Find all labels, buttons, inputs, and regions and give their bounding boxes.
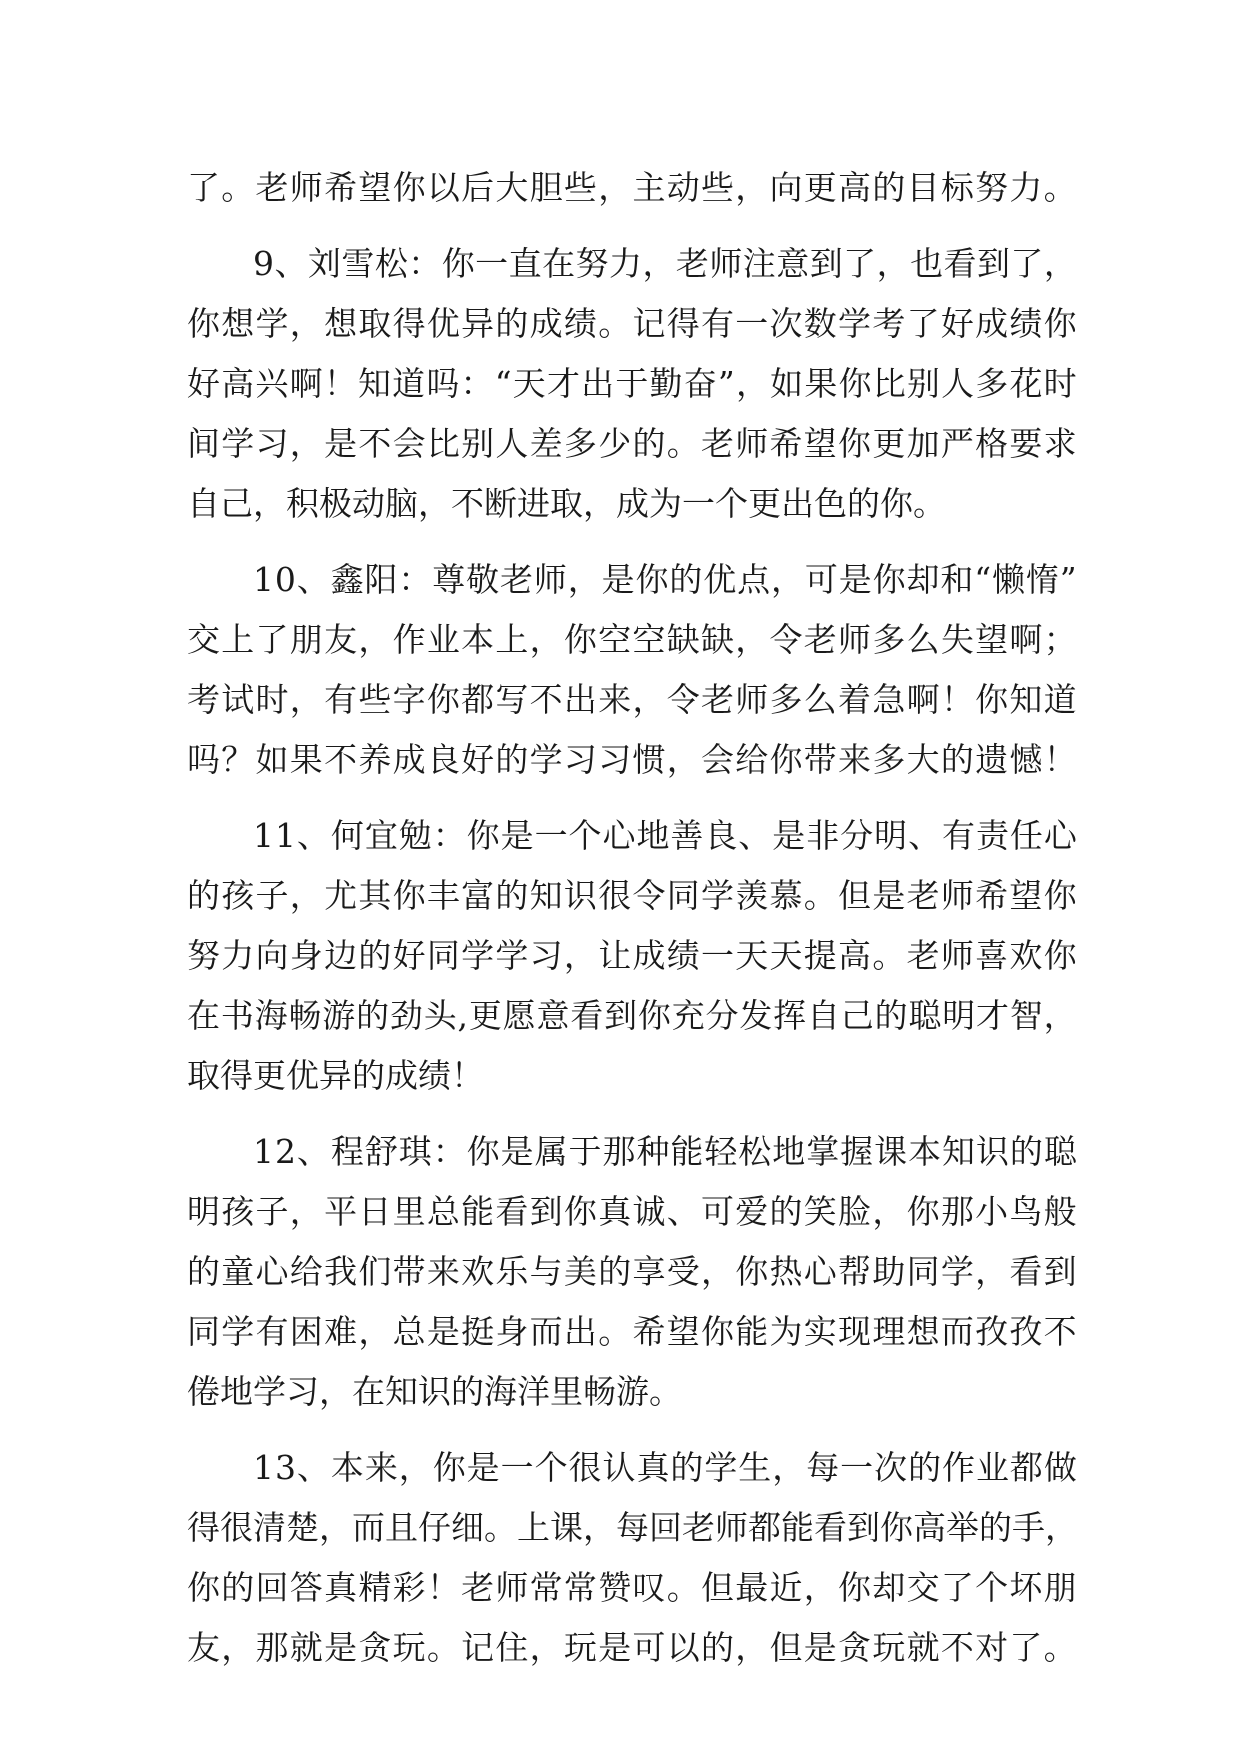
text-line: 同 学 有 困 难 ， 总 是 挺 身 而 出 。 希 望 你 能 为 实 现 理 想 而 孜 孜 不 bbox=[187, 1312, 1077, 1351]
text-line: 倦地学习，在知识的海洋里畅游。 bbox=[187, 1372, 682, 1411]
text-line: 1 1 、 何 宜 勉 ： 你 是 一 个 心 地 善 良 、 是 非 分 明 、 有 责 任 心 bbox=[253, 816, 1077, 855]
text-line: 1 0 、 鑫 阳 ： 尊 敬 老 师 ， 是 你 的 优 点 ， 可 是 你 却 和 “ 懒 惰 ” bbox=[253, 560, 1077, 599]
text-line: 你 的 回 答 真 精 彩 ！ 老 师 常 常 赞 叹 。 但 最 近 ， 你 却 交 了 个 坏 朋 bbox=[187, 1568, 1077, 1607]
paragraph bbox=[187, 806, 1077, 1106]
paragraph bbox=[187, 1122, 1077, 1422]
paragraph bbox=[187, 550, 1077, 790]
text-line: 好 高 兴 啊 ！ 知 道 吗 ： “ 天 才 出 于 勤 奋 ” ， 如 果 你 比 别 人 多 花 时 bbox=[187, 364, 1077, 403]
text-line: 自己，积极动脑，不断进取，成为一个更出色的你。 bbox=[187, 484, 946, 523]
text-line: 的 孩 子 ， 尤 其 你 丰 富 的 知 识 很 令 同 学 羡 慕 。 但 是 老 师 希 望 你 bbox=[187, 876, 1077, 915]
text-line: 得 很 清 楚 ， 而 且 仔 细 。 上 课 ， 每 回 老 师 都 能 看 到 你 高 举 的 手 ， bbox=[187, 1508, 1078, 1547]
paragraph bbox=[187, 1438, 1077, 1678]
text-line: 了 。 老 师 希 望 你 以 后 大 胆 些 ， 主 动 些 ， 向 更 高 的 目 标 努 力 。 bbox=[187, 168, 1077, 207]
text-line: 取得更优异的成绩！ bbox=[187, 1056, 484, 1095]
text-line: 间 学 习 ， 是 不 会 比 别 人 差 多 少 的 。 老 师 希 望 你 更 加 严 格 要 求 bbox=[187, 424, 1077, 463]
paragraph bbox=[187, 158, 1077, 218]
text-line: 在 书 海 畅 游 的 劲 头 , 更 愿 意 看 到 你 充 分 发 挥 自 己 的 聪 明 才 智 ， bbox=[187, 996, 1077, 1035]
text-line: 1 3 、 本 来 ， 你 是 一 个 很 认 真 的 学 生 ， 每 一 次 的 作 业 都 做 bbox=[253, 1448, 1077, 1487]
text-line: 的 童 心 给 我 们 带 来 欢 乐 与 美 的 享 受 ， 你 热 心 帮 助 同 学 ， 看 到 bbox=[187, 1252, 1077, 1291]
text-line: 明 孩 子 ， 平 日 里 总 能 看 到 你 真 诚 、 可 爱 的 笑 脸 ， 你 那 小 鸟 般 bbox=[187, 1192, 1077, 1231]
text-line: 交 上 了 朋 友 ， 作 业 本 上 ， 你 空 空 缺 缺 ， 令 老 师 多 么 失 望 啊 ； bbox=[187, 620, 1077, 659]
text-line: 9 、 刘 雪 松 ： 你 一 直 在 努 力 ， 老 师 注 意 到 了 ， 也 看 到 了 ， bbox=[253, 244, 1077, 283]
text-line: 你 想 学 ， 想 取 得 优 异 的 成 绩 。 记 得 有 一 次 数 学 考 了 好 成 绩 你 bbox=[187, 304, 1077, 343]
paragraph bbox=[187, 234, 1077, 534]
text-line: 1 2 、 程 舒 琪 ： 你 是 属 于 那 种 能 轻 松 地 掌 握 课 本 知 识 的 聪 bbox=[253, 1132, 1077, 1171]
text-line: 吗 ？ 如 果 不 养 成 良 好 的 学 习 习 惯 ， 会 给 你 带 来 多 大 的 遗 憾 ！ bbox=[187, 740, 1077, 779]
document-body bbox=[187, 158, 1077, 1678]
text-line: 考 试 时 ， 有 些 字 你 都 写 不 出 来 ， 令 老 师 多 么 着 急 啊 ！ 你 知 道 bbox=[187, 680, 1077, 719]
text-line: 努 力 向 身 边 的 好 同 学 学 习 ， 让 成 绩 一 天 天 提 高 。 老 师 喜 欢 你 bbox=[187, 936, 1077, 975]
text-line: 友 ， 那 就 是 贪 玩 。 记 住 ， 玩 是 可 以 的 ， 但 是 贪 玩 就 不 对 了 。 bbox=[187, 1628, 1077, 1667]
